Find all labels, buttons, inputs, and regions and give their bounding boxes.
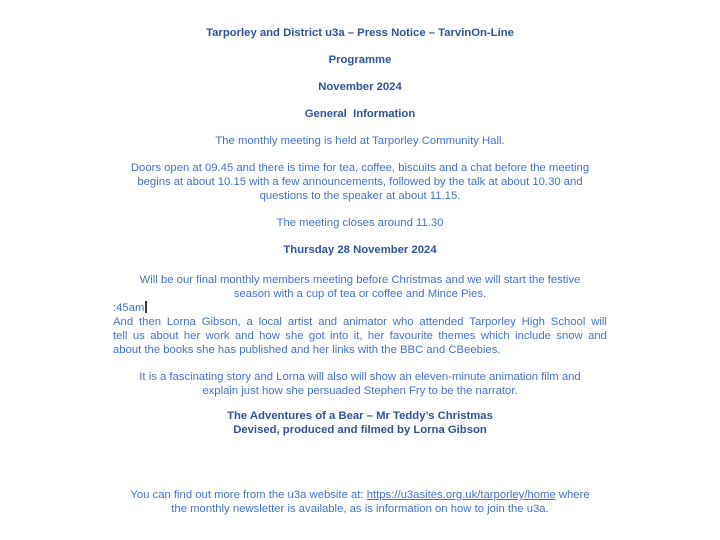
footer-suffix: where	[555, 489, 590, 501]
document-page[interactable]	[113, 0, 607, 516]
stray-text: :45am	[113, 302, 145, 314]
paragraph-lorna-gibson: And then Lorna Gibson, a local artist and animator who attended Tarporley High School will tell us about her work and how she got into it, her favourite themes which include snow and about the books she has published and her links with the BBC and CBeebies.	[113, 316, 607, 356]
section-heading-general-information: General Information	[304, 108, 416, 120]
u3a-website-link[interactable]: https://u3asites.org.uk/tarporley/home	[366, 489, 556, 501]
footer-prefix: You can find out more from the u3a website at:	[130, 489, 367, 501]
doc-subtitle: Programme	[328, 54, 392, 66]
footer-block	[113, 488, 607, 516]
event-date-heading: Thursday 28 November 2024	[283, 244, 437, 256]
paragraph-doors-open: Doors open at 09.45 and there is time for tea, coffee, biscuits and a chat before the meeting begins at about 10.15 with a few announcements, followed by the talk at about 10.30 and questions to the speaker at about 11.15.	[130, 162, 590, 202]
footer-line-2: the monthly newsletter is available, as is information on how to join the u3a.	[171, 503, 549, 515]
paragraph-meeting-closes: The meeting closes around 11.30	[276, 217, 444, 229]
text-caret	[145, 301, 147, 313]
film-title-heading: The Adventures of a Bear – Mr Teddy’s Christmas Devised, produced and filmed by Lorna Gibson	[227, 410, 493, 436]
month-heading: November 2024	[318, 81, 402, 93]
paragraph-venue: The monthly meeting is held at Tarporley Community Hall.	[215, 135, 505, 147]
footer-line-1	[113, 488, 607, 502]
paragraph-festive-season: Will be our final monthly members meeting before Christmas and we will start the festive season with a cup of tea or coffee and Mince Pies.	[139, 274, 581, 300]
doc-title: Tarporley and District u3a – Press Notice – TarvinOn-Line	[206, 27, 514, 39]
paragraph-fascinating-story: It is a fascinating story and Lorna will also will show an eleven-minute animation film and explain just how she persuaded Stephen Fry to be the narrator.	[139, 371, 581, 397]
stray-edit-line[interactable]	[113, 301, 607, 315]
